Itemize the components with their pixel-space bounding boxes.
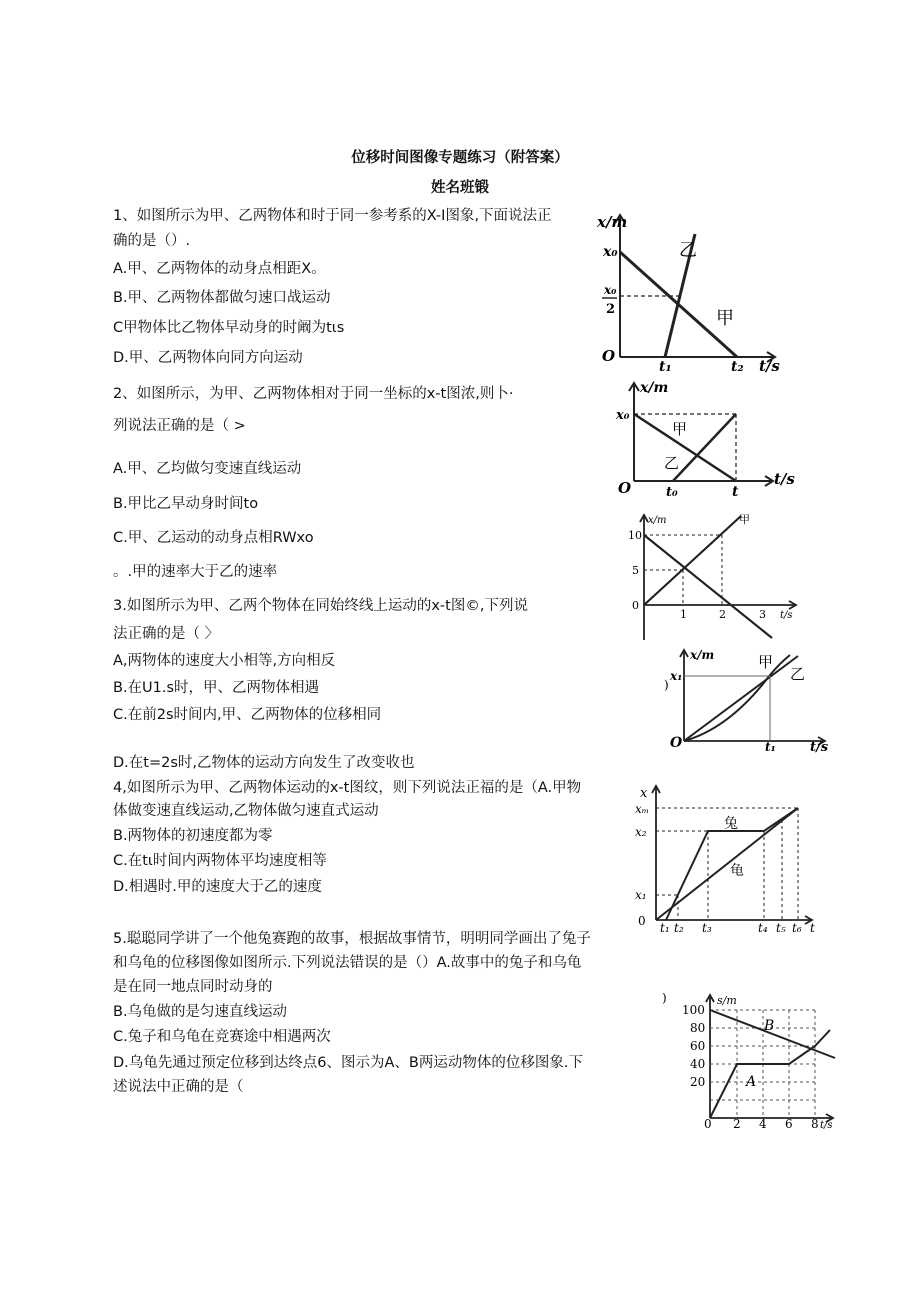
fig5-x1: x₁ xyxy=(635,888,647,902)
fig4-xlabel: t/s xyxy=(810,740,829,753)
page-title: 位移时间图像专题练习（附答案） xyxy=(351,150,569,166)
figure-1-xt-graph xyxy=(595,207,795,375)
fig5-t6: t₆ xyxy=(792,921,802,935)
q1-option-a: A.甲、乙两物体的动身点相距X。 xyxy=(113,261,326,277)
figure-5-tortoise-hare-graph xyxy=(632,775,822,935)
fig3-xlabel: t/s xyxy=(780,610,793,621)
q3-option-a: A,两物体的速度大小相等,方向相反 xyxy=(113,653,336,669)
q6-stem: 述说法中正确的是（ xyxy=(113,1079,244,1095)
fig3-ylabel: x/m xyxy=(648,515,667,526)
fig3-zero: 0 xyxy=(632,599,639,612)
fig5-t: t xyxy=(810,921,815,935)
figure-2-xt-graph xyxy=(612,378,802,500)
fig3-x3: 3 xyxy=(759,608,766,621)
fig5-zero: 0 xyxy=(638,914,646,928)
fig6-x4: 4 xyxy=(759,1117,767,1130)
q4-option-b: B.两物体的初速度都为零 xyxy=(113,828,273,844)
fig4-label-yi: 乙 xyxy=(790,665,806,683)
q4-option-c: C.在tι时间内两物体平均速度相等 xyxy=(113,853,327,869)
fig1-half-den: 2 xyxy=(606,302,616,317)
fig6-y40: 40 xyxy=(690,1057,706,1071)
fig6-x2: 2 xyxy=(733,1117,741,1130)
q2-stem-1: 2、如图所示，为甲、乙两物体相对于同一坐标的x-t图浓,则卜· xyxy=(113,386,514,402)
fig2-xlabel: t/s xyxy=(774,470,795,488)
fig6-label-A: A xyxy=(746,1074,757,1090)
fig6-y60: 60 xyxy=(690,1039,706,1053)
fig6-y80: 80 xyxy=(690,1021,706,1035)
fig2-t: t xyxy=(732,484,739,500)
q2-option-a: A.甲、乙均做匀变速直线运动 xyxy=(113,461,302,477)
fig2-ylabel: x/m xyxy=(640,380,669,396)
fig2-x0: x₀ xyxy=(616,408,630,423)
fig5-label-hare: 兔 xyxy=(724,816,738,832)
fig4-paren: ) xyxy=(664,678,669,692)
q4-option-d: D.相遇时.甲的速度大于乙的速度 xyxy=(113,879,322,895)
fig5-t2: t₂ xyxy=(674,921,684,935)
q1-option-c: C甲物体比乙物体早动身的时阚为tιs xyxy=(113,320,345,336)
fig2-t0: t₀ xyxy=(666,485,678,500)
fig3-y10: 10 xyxy=(628,529,642,542)
fig1-xlabel: t/s xyxy=(759,357,780,375)
fig2-label-yi: 乙 xyxy=(664,454,680,472)
q1-stem-2: 确的是（）. xyxy=(113,233,191,249)
q2-option-b: B.甲比乙早动身时间to xyxy=(113,496,259,512)
fig5-t4: t₄ xyxy=(758,921,768,935)
q1-stem-1: 1、如图所示为甲、乙两物体和时于同一参考系的X-I图象,下面说法正 xyxy=(113,208,552,224)
q5-stem-1: 5.聪聪同学讲了一个他兔赛跑的故事，根据故事情节，明明同学画出了兔子 xyxy=(113,931,591,947)
q1-option-d: D.甲、乙两物体向同方向运动 xyxy=(113,350,303,366)
q3-option-b: B.在U1.s时，甲、乙两物体相遇 xyxy=(113,680,320,696)
fig4-origin: O xyxy=(670,735,683,751)
fig1-label-yi: 乙 xyxy=(679,240,697,261)
q4-stem-1: 4,如图所示为甲、乙两物体运动的x-t图纹，则下列说法正福的是（A.甲物 xyxy=(113,780,582,796)
fig2-label-jia: 甲 xyxy=(672,420,688,438)
q2-stem-2: 列说法正确的是（ > xyxy=(113,418,246,434)
fig6-label-B: B xyxy=(764,1018,775,1034)
fig1-ylabel: x/m xyxy=(597,213,628,231)
fig3-x2: 2 xyxy=(719,608,726,621)
fig4-t1: t₁ xyxy=(765,740,776,753)
fig6-x0: 0 xyxy=(704,1117,712,1130)
q1-option-b: B.甲、乙两物体都做匀速口战运动 xyxy=(113,290,331,306)
fig3-x1: 1 xyxy=(680,608,687,621)
fig2-origin: O xyxy=(618,479,632,497)
fig6-y20: 20 xyxy=(690,1075,706,1089)
fig6-x8: 8 xyxy=(811,1117,819,1130)
fig4-ylabel: x/m xyxy=(690,648,715,662)
fig3-line-jia xyxy=(644,516,741,605)
fig3-label-jia: 甲 xyxy=(739,513,750,526)
q3-option-d: D.在t=2s时,乙物体的运动方向发生了改变收也 xyxy=(113,755,415,771)
q4-stem-2: 体做变速直线运动,乙物体做匀速直式运动 xyxy=(113,803,379,819)
figure-4-xt-graph xyxy=(630,643,830,753)
fig3-y5: 5 xyxy=(632,564,639,577)
q2-option-d: 。.甲的速率大于乙的速率 xyxy=(113,564,278,580)
fig1-t1: t₁ xyxy=(659,359,672,375)
fig6-xlabel: t/s xyxy=(820,1120,833,1130)
name-class-line: 姓名班锻 xyxy=(431,180,489,196)
fig1-x0: x₀ xyxy=(603,244,618,260)
fig5-ylabel: x xyxy=(640,786,648,801)
fig4-x1: x₁ xyxy=(670,669,683,683)
fig5-label-tortoise: 龟 xyxy=(730,863,744,879)
q2-option-c: C.甲、乙运动的动身点相RWxo xyxy=(113,530,314,546)
q3-option-c: C.在前2s时间内,甲、乙两物体的位移相同 xyxy=(113,707,382,723)
q3-stem-1: 3.如图所示为甲、乙两个物体在同始终线上运动的x-t图©,下列说 xyxy=(113,598,528,614)
q5-stem-3: 是在同一地点同时动身的 xyxy=(113,979,273,995)
fig1-label-jia: 甲 xyxy=(716,308,734,329)
figure-3-xt-graph xyxy=(620,510,810,642)
fig5-xm: xₘ xyxy=(635,802,650,816)
fig5-t5: t₅ xyxy=(776,921,786,935)
q5-stem-2: 和乌龟的位移图像如图所示.下列说法错误的是（）A.故事中的兔子和乌龟 xyxy=(113,955,582,971)
fig6-ylabel: s/m xyxy=(717,994,737,1007)
fig6-paren: ) xyxy=(662,991,667,1005)
fig5-x2: x₂ xyxy=(635,825,647,839)
fig4-line-yi xyxy=(684,656,798,741)
figure-6-st-graph xyxy=(660,990,840,1130)
fig1-t2: t₂ xyxy=(731,359,744,375)
q5-option-d: D.乌龟先通过预定位移到达终点6、图示为A、B两运动物体的位移图象.下 xyxy=(113,1055,583,1071)
fig1-half-num: x₀ xyxy=(604,283,617,297)
fig6-line-A xyxy=(710,1030,830,1118)
fig1-origin: O xyxy=(602,347,616,365)
q5-option-b: B.乌龟做的是匀速直线运动 xyxy=(113,1004,288,1020)
fig4-label-jia: 甲 xyxy=(758,653,774,671)
fig6-x6: 6 xyxy=(785,1117,793,1130)
fig5-t1: t₁ xyxy=(660,921,670,935)
q3-stem-2: 法正确的是（ 〉 xyxy=(113,626,220,642)
fig6-y100: 100 xyxy=(682,1003,705,1017)
fig5-t3: t₃ xyxy=(702,921,712,935)
q5-option-c: C.兔子和乌龟在竞赛途中相遇两次 xyxy=(113,1029,331,1045)
